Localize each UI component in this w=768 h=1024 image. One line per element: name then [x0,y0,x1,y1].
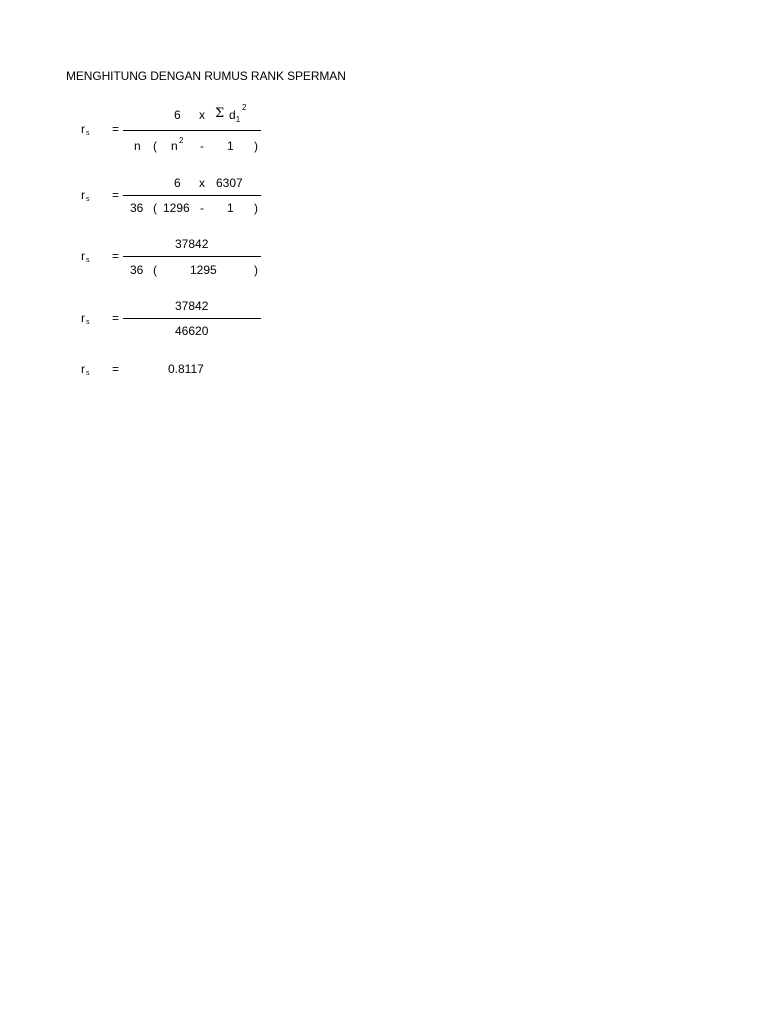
d-symbol: d [229,108,236,122]
denominator-one: 1 [227,201,234,215]
denominator-value: 46620 [175,324,209,338]
rs-label [81,122,90,141]
rs-label [81,362,90,381]
r-symbol: r [81,311,85,325]
fraction-line [123,195,261,196]
numerator-sum-value: 6307 [216,176,243,190]
open-paren: ( [153,139,157,153]
sigma-symbol: Σ [215,106,225,121]
page-title: MENGHITUNG DENGAN RUMUS RANK SPERMAN [66,69,346,83]
s-subscript: s [86,257,90,264]
close-paren: ) [254,201,258,215]
s-subscript: s [86,370,90,377]
denominator-36: 36 [130,263,144,277]
numerator-d [229,108,240,127]
numerator-times: x [199,108,205,122]
equals-sign: = [112,311,120,325]
denominator-one: 1 [227,139,234,153]
open-paren: ( [153,263,157,277]
equals-sign: = [112,362,120,376]
minus-sign: - [200,201,204,215]
s-subscript: s [86,319,90,326]
numerator-six: 6 [174,176,181,190]
result-value: 0.8117 [168,362,204,376]
fraction-line [123,256,261,257]
numerator-value: 37842 [175,237,209,251]
r-symbol: r [81,249,85,263]
equals-sign: = [112,249,120,263]
d-superscript: 2 [242,103,247,112]
r-symbol: r [81,188,85,202]
s-subscript: s [86,196,90,203]
r-symbol: r [81,122,85,136]
equals-sign: = [112,188,120,202]
denominator-36: 36 [130,201,144,215]
fraction-line [123,318,261,319]
rs-label [81,311,90,330]
r-symbol: r [81,362,85,376]
s-subscript: s [86,130,90,137]
rs-label [81,249,90,268]
denominator-1296: 1296 [163,201,190,215]
fraction-line [123,130,261,131]
open-paren: ( [153,201,157,215]
denominator-n-squared: n [171,139,178,153]
rs-label [81,188,90,207]
numerator-value: 37842 [175,299,209,313]
denominator-n: n [134,139,141,153]
close-paren: ) [254,139,258,153]
numerator-times: x [199,176,205,190]
denominator-1295: 1295 [190,263,217,277]
equals-sign: = [112,122,120,136]
close-paren: ) [254,263,258,277]
d-subscript: 1 [235,115,241,124]
numerator-six: 6 [174,108,181,122]
n-superscript: 2 [179,136,184,145]
minus-sign: - [200,139,204,153]
